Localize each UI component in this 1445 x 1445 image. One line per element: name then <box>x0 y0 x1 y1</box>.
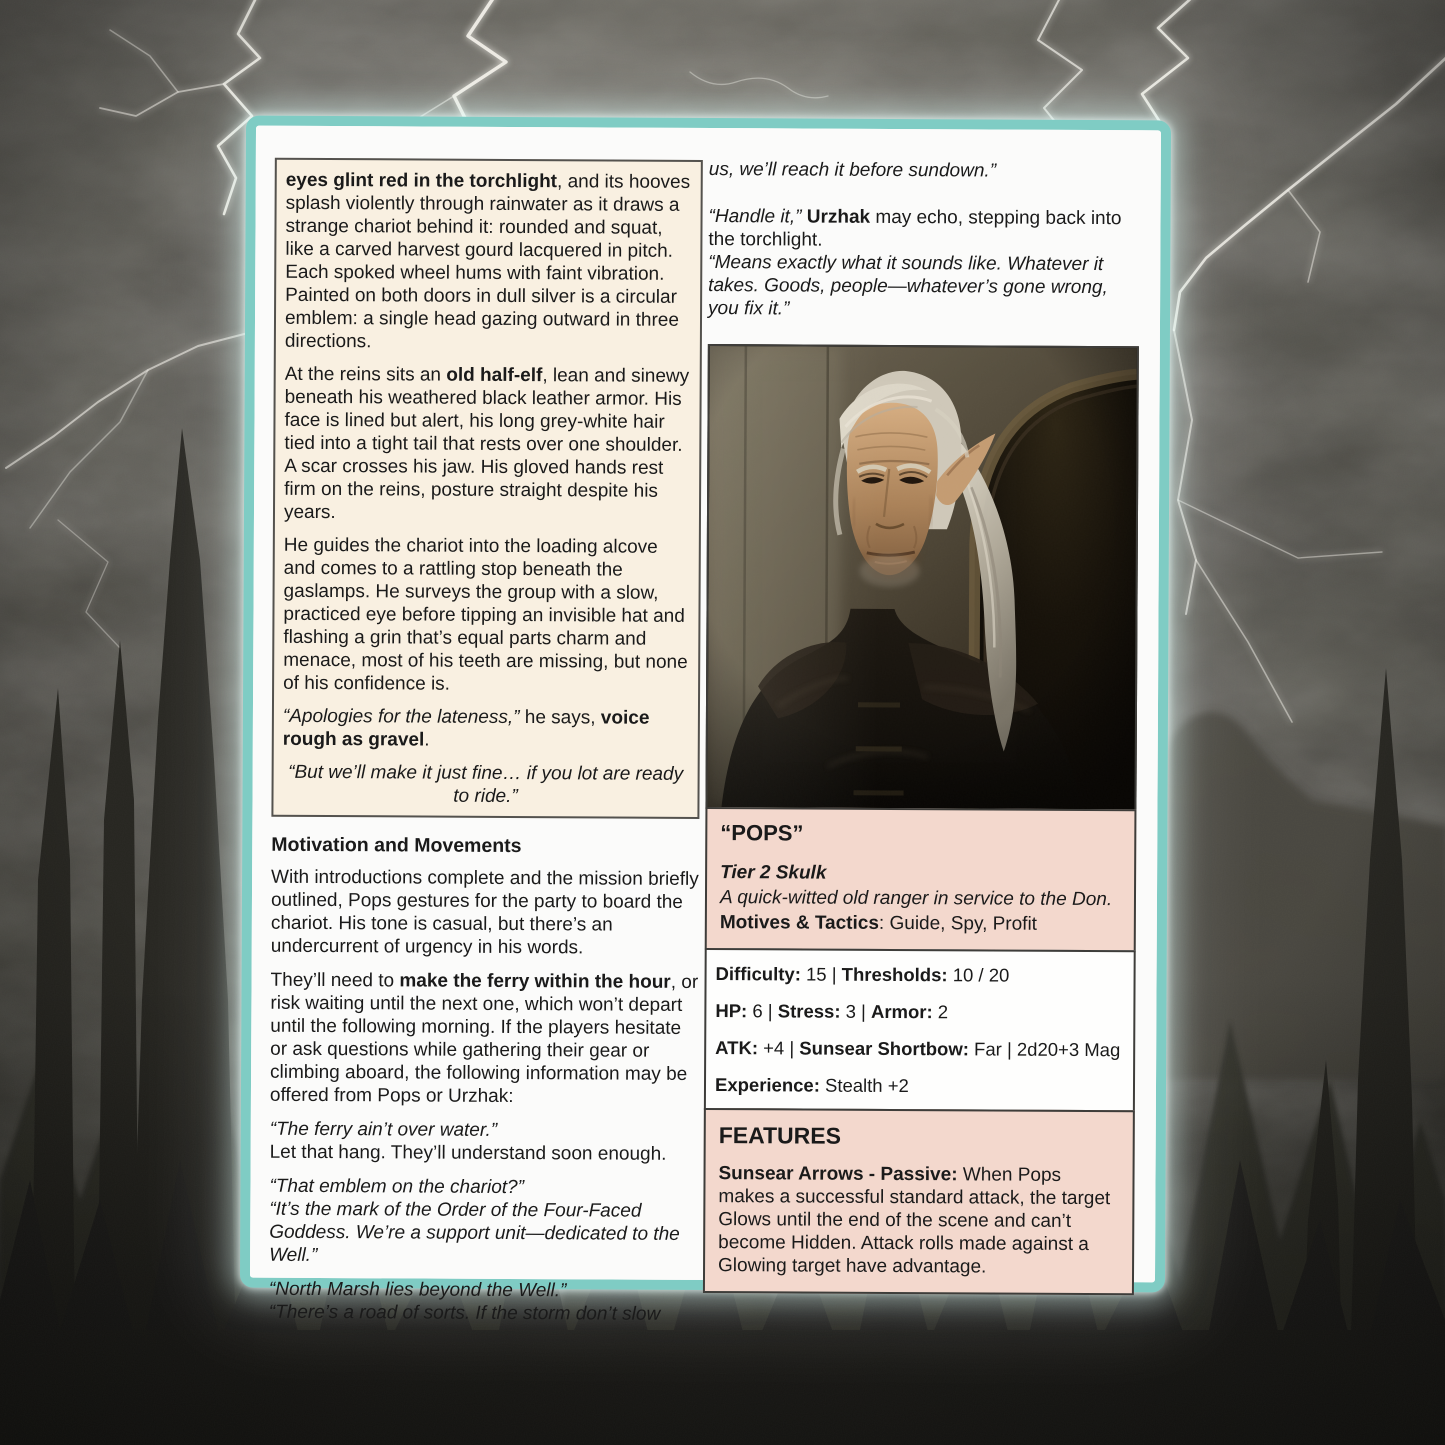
text-run: Urzhak <box>806 206 871 228</box>
text-run: , lean and sinewy beneath his weathered black leather armor. His face is lined but alert, his long grey-white hair tied into a tight tail that rests over one shoulder. A scar crosses his jaw. His gloved hands rest firm on the reins, posture straight despite his years. <box>283 365 690 524</box>
text-run: may echo, stepping back into the torchlight. <box>708 206 1122 251</box>
text-run: Far | 2d20+3 Mag <box>968 1038 1121 1061</box>
npc-statblock <box>703 344 1139 1295</box>
text-run: , and its hooves splash violently through rainwater as it draws a strange chariot behind it: rounded and squat, like a carved harvest gourd lacquered in pitch. Each spoked wheel hums with faint vibration. Painted on both doors in dull silver is a circular emblem: a single head gazing outward in three directions. <box>284 171 691 353</box>
paragraph <box>708 205 1140 322</box>
statblock-header <box>705 807 1137 952</box>
paragraph <box>282 761 688 809</box>
text-run: “But we’ll make it just fine… if you lot are ready to ride.” <box>288 761 684 808</box>
left-column-body <box>269 866 699 1326</box>
text-run: . <box>424 729 430 751</box>
text-run: Experience: <box>714 1074 820 1096</box>
portrait-grain <box>707 346 1136 809</box>
page-content <box>250 126 1161 1325</box>
statblock-stats <box>704 948 1136 1112</box>
paragraph <box>715 1066 1124 1105</box>
features-heading: FEATURES <box>718 1122 842 1149</box>
document-page <box>240 116 1171 1325</box>
text-run: old half-elf <box>446 364 543 387</box>
text-run: Thresholds: <box>841 963 948 986</box>
feature-description <box>718 1162 1120 1279</box>
text-run: Stealth +2 <box>819 1074 909 1097</box>
paragraph <box>715 992 1124 1031</box>
text-run: make the ferry within the hour <box>399 970 671 993</box>
paragraph <box>715 1029 1124 1068</box>
npc-description: A quick-witted old ranger in service to the Don. <box>719 887 1113 911</box>
text-run: Armor: <box>870 1000 933 1023</box>
text-run: Stress: <box>777 1000 841 1022</box>
paragraph <box>709 158 1140 183</box>
dialogue-block <box>708 158 1140 322</box>
text-run: “There’s a road of sorts. If the storm don’t slow <box>268 1301 661 1325</box>
text-run: At the reins sits an <box>284 363 447 386</box>
text-run: Motives & Tactics <box>719 912 880 934</box>
text-run: HP: <box>715 1000 748 1022</box>
text-run: He guides the chariot into the loading alcove and comes to a rattling stop beneath the gaslamps. He surveys the group with a slow, practiced eye before tipping an invisible hat and flashing a grin that’s equal parts charm and menace, most of his teeth are missing, but none of his confidence is. <box>283 534 688 695</box>
text-run: 15 | <box>800 963 842 985</box>
paragraph <box>271 866 699 960</box>
text-run: 6 | <box>747 1000 778 1022</box>
npc-motives <box>720 910 1121 937</box>
text-run: Sunsear Shortbow: <box>799 1037 970 1060</box>
section-heading: Motivation and Movements <box>271 833 522 858</box>
text-run: Let that hang. They’ll understand soon enough. <box>269 1141 667 1165</box>
text-run: “Apologies for the lateness,” <box>282 705 520 729</box>
paragraph <box>715 955 1124 994</box>
text-run: 3 | <box>840 1000 872 1022</box>
left-column <box>269 156 703 1337</box>
text-run: “That emblem on the chariot?” <box>269 1175 525 1199</box>
paragraph <box>283 534 690 697</box>
text-run: ATK: <box>715 1037 759 1059</box>
text-run: 10 / 20 <box>947 964 1010 986</box>
text-run: Difficulty: <box>715 963 801 985</box>
paragraph <box>285 169 692 355</box>
text-run: “The ferry ain’t over water.” <box>269 1118 498 1141</box>
text-run: Sunsear Arrows - Passive: <box>718 1163 958 1186</box>
paragraph <box>284 363 691 526</box>
text-run: “Handle it,” <box>708 206 802 228</box>
text-run: he says, <box>519 707 601 729</box>
text-run: 2 <box>932 1001 949 1023</box>
paragraph <box>270 1118 698 1166</box>
statblock-features <box>703 1108 1135 1295</box>
text-run: eyes glint red in the torchlight <box>285 169 558 193</box>
text-run: “North Marsh lies beyond the Well.” <box>268 1278 567 1302</box>
paragraph <box>283 705 689 753</box>
text-run: When Pops makes a successful standard attack, the target Glows until the end of the scene and can’t become Hidden. Attack rolls made against a Glowing target have advantage. <box>718 1164 1111 1278</box>
text-run: They’ll need to <box>270 969 400 992</box>
text-run: “It’s the mark of the Order of the Four-Faced Goddess. We’re a support unit—dedicated to the Well.” <box>269 1198 680 1266</box>
text-run: us, we’ll reach it before sundown.” <box>708 159 997 182</box>
text-run: With introductions complete and the mission briefly outlined, Pops gestures for the party to board the chariot. His tone is casual, but there’s an undercurrent of urgency in his words. <box>270 866 699 959</box>
paragraph <box>269 1278 697 1326</box>
text-run: “Means exactly what it sounds like. Whatever it takes. Goods, people—whatever’s gone wrong, you fix it.” <box>708 252 1108 320</box>
text-run: voice rough as gravel <box>282 707 650 751</box>
npc-name: “POPS” <box>720 820 804 846</box>
text-run: +4 | <box>757 1037 800 1059</box>
paragraph <box>270 969 699 1109</box>
text-run: , or risk waiting until the next one, which won’t depart until the following morning. If the players hesitate or ask questions while gathering their gear or climbing aboard, the following information may be offered from Pops or Urzhak: <box>269 971 699 1108</box>
pops-portrait-illustration <box>707 346 1136 809</box>
paragraph <box>269 1175 697 1269</box>
right-column <box>703 158 1140 1295</box>
text-run: : Guide, Spy, Profit <box>878 912 1038 935</box>
npc-tier: Tier 2 Skulk <box>720 862 827 884</box>
npc-portrait <box>705 344 1138 811</box>
read-aloud-box <box>271 158 702 819</box>
